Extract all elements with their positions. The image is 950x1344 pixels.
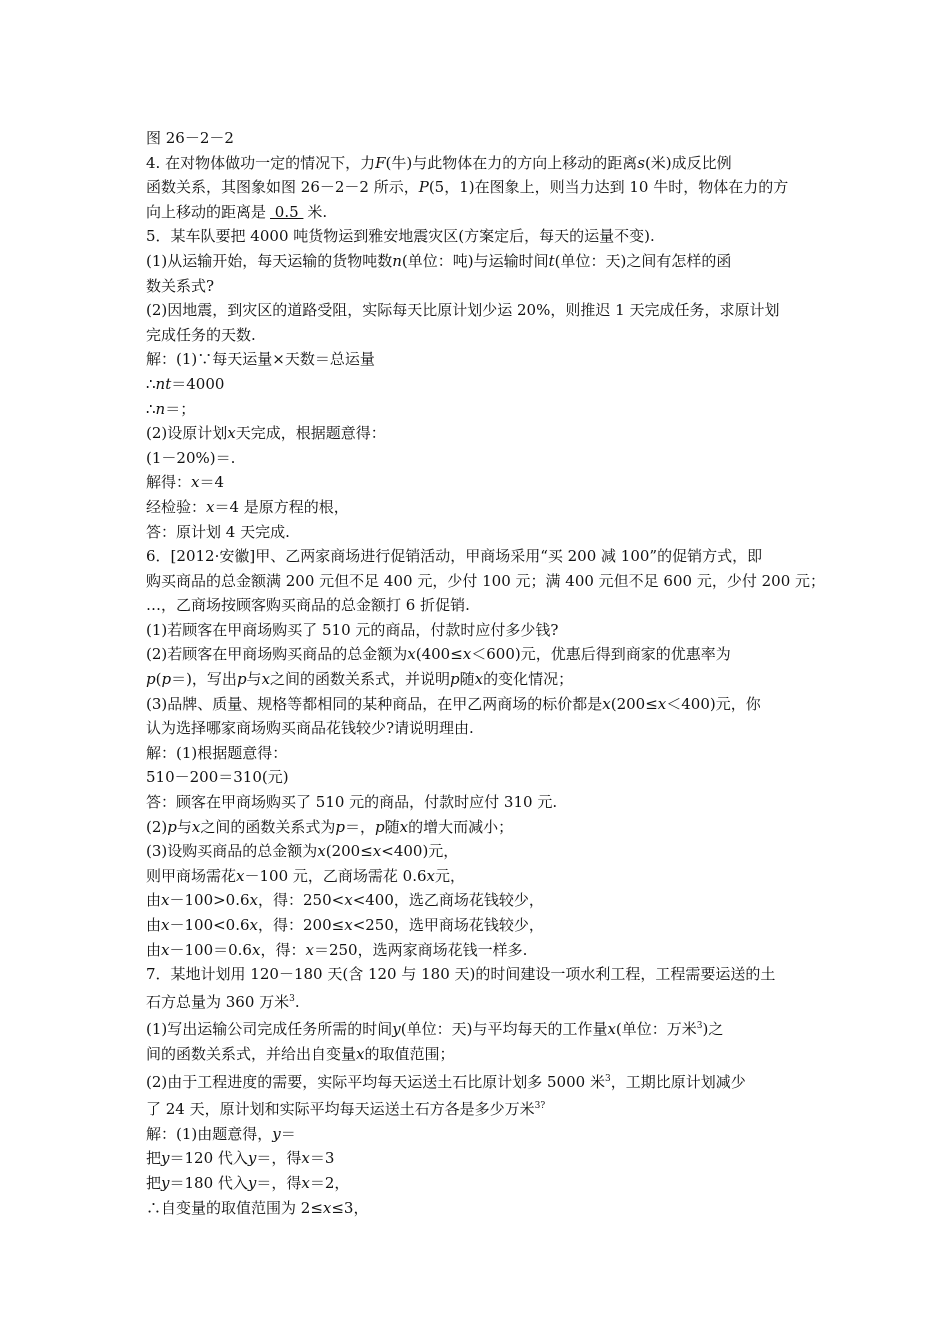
math-variable: x <box>317 842 326 861</box>
document-body <box>146 126 826 1220</box>
text-run: ＝4000 <box>171 374 225 393</box>
math-variable: x <box>322 1198 332 1217</box>
text-run: 之间的函数关系式，并说明 <box>270 670 451 689</box>
math-variable: y <box>392 1020 401 1039</box>
text-line <box>146 397 810 422</box>
math-variable: x <box>261 670 271 689</box>
text-line <box>146 1094 810 1122</box>
math-variable: x <box>305 940 314 959</box>
text-line <box>146 200 810 225</box>
text-run: 随 <box>459 670 475 689</box>
text-run: －100＝0.6 <box>169 940 252 959</box>
math-variable: y <box>161 1149 170 1168</box>
math-variable: x <box>301 1149 310 1168</box>
text-run: 与 <box>246 670 262 689</box>
text-run: (1)若顾客在甲商场购买了 510 元的商品，付款时应付多少钱? <box>146 620 559 639</box>
text-run: <400)元， <box>381 842 459 861</box>
text-run: ＝，得 <box>256 1149 302 1168</box>
text-run: ∴ <box>146 374 156 393</box>
text-run: (5，1)在图象上，则当力达到 10 牛时，物体在力的方 <box>428 178 789 197</box>
math-variable: x <box>356 1044 365 1063</box>
text-run: 由 <box>146 916 162 934</box>
text-line <box>146 495 810 520</box>
math-variable: x <box>236 866 245 885</box>
text-run: 间的函数关系式，并给出自变量 <box>146 1044 357 1063</box>
text-run: (米)成反比例 <box>644 153 732 172</box>
text-run: )之 <box>702 1020 724 1039</box>
math-variable: s <box>637 153 645 172</box>
math-variable: x <box>161 891 170 910</box>
text-line <box>146 593 810 618</box>
math-variable: p <box>161 670 172 689</box>
math-variable: x <box>206 497 215 516</box>
text-run: (1)从运输开始，每天运输的货物吨数 <box>146 251 393 270</box>
math-variable: x <box>462 645 472 664</box>
text-run: (单位：天)之间有怎样的函 <box>554 251 732 270</box>
text-run: 随 <box>384 817 400 836</box>
text-run: 数关系式? <box>146 276 215 295</box>
text-run: 5．某车队要把 4000 吨货物运到雅安地震灾区(方案定后，每天的运量不变). <box>146 227 655 246</box>
text-run: ，得：200≤ <box>258 916 345 934</box>
math-variable: p <box>374 817 385 836</box>
text-line <box>146 938 810 963</box>
text-run: 解得： <box>146 473 192 492</box>
text-run: ，得： <box>260 940 306 959</box>
text-run: －100<0.6 <box>169 916 250 934</box>
text-line <box>146 421 810 446</box>
math-variable: x <box>227 424 236 443</box>
text-run: 完成任务的天数. <box>146 325 256 344</box>
text-run: 答：原计划 4 天完成. <box>146 522 290 541</box>
text-run: 由 <box>146 940 162 959</box>
text-run: 的增大而减小； <box>408 817 514 836</box>
text-run: (单位：万米 <box>615 1020 697 1039</box>
text-run: (2)由于工程进度的需要，实际平均每天运送土石比原计划多 5000 米 <box>146 1072 605 1091</box>
text-line <box>146 470 810 495</box>
text-run: 的变化情况； <box>483 670 574 689</box>
text-run: 与 <box>176 817 192 836</box>
text-run: (200≤ <box>610 694 658 713</box>
text-run: ∴ <box>146 399 156 418</box>
text-line <box>146 298 810 323</box>
text-line <box>146 618 810 643</box>
math-variable: p <box>146 670 156 689</box>
text-line <box>146 323 810 348</box>
math-variable: x <box>607 1020 616 1039</box>
text-line <box>146 249 810 274</box>
text-run: 认为选择哪家商场购买商品花钱较少?请说明理由. <box>146 719 474 738</box>
text-run: 解：(1)根据题意得： <box>146 743 288 762</box>
text-line <box>146 1171 810 1196</box>
text-line <box>146 1042 810 1067</box>
text-run: 6．[2012·安徽]甲、乙两家商场进行促销活动，甲商场采用“买 200 减 100”的促销方式，即 <box>146 547 763 566</box>
math-variable: n <box>392 251 402 270</box>
math-variable: y <box>247 1173 257 1192</box>
math-variable: x <box>191 817 201 836</box>
text-line <box>146 864 810 889</box>
text-run: (2)若顾客在甲商场购买商品的总金额为 <box>146 645 408 664</box>
math-variable: x <box>301 1173 310 1192</box>
text-run: ＝4 <box>199 473 225 492</box>
math-variable: x <box>191 473 200 492</box>
math-variable: x <box>602 694 611 713</box>
text-run: …，乙商场按顾客购买商品的总金额打 6 折促销. <box>146 596 470 615</box>
text-run: ＝)，写出 <box>171 670 237 689</box>
text-run: ＝180 代入 <box>169 1173 248 1192</box>
text-run: (3)设购买商品的总金额为 <box>146 842 318 861</box>
text-line <box>146 642 810 667</box>
math-variable: x <box>344 891 353 910</box>
text-line <box>146 913 810 938</box>
text-line <box>146 987 810 1015</box>
text-run: 510－200＝310(元) <box>146 768 289 787</box>
math-variable: y <box>272 1124 281 1143</box>
text-run: 的取值范围； <box>364 1044 455 1063</box>
text-run: ＝3 <box>309 1149 335 1168</box>
superscript: 3? <box>534 1101 546 1112</box>
text-line <box>146 1067 810 1095</box>
text-line <box>146 667 810 692</box>
math-variable: x <box>161 940 170 959</box>
text-line <box>146 151 810 176</box>
text-run: . <box>294 992 300 1011</box>
text-line <box>146 1196 810 1221</box>
text-run: ≤3， <box>331 1198 369 1217</box>
math-variable: P <box>418 178 429 197</box>
text-run: (牛)与此物体在力的方向上移动的距离 <box>385 153 638 172</box>
math-variable: x <box>407 645 416 664</box>
text-line <box>146 716 810 741</box>
math-variable: x <box>657 694 667 713</box>
math-variable: x <box>344 916 353 934</box>
text-line <box>146 692 810 717</box>
text-line <box>146 839 810 864</box>
text-run: 由 <box>146 891 162 910</box>
text-run: ＝250，选两家商场花钱一样多. <box>313 940 528 959</box>
text-run: (2)设原计划 <box>146 424 228 443</box>
text-run: ＝ <box>280 1124 296 1143</box>
text-run: ∴自变量的取值范围为 2≤ <box>146 1198 323 1217</box>
text-run: 经检验： <box>146 497 207 516</box>
text-line <box>146 520 810 545</box>
text-line <box>146 569 826 594</box>
text-run: －100 元，乙商场需花 0.6 <box>244 866 427 885</box>
text-run: 答：顾客在甲商场购买了 510 元的商品，付款时应付 310 元. <box>146 793 558 812</box>
text-run: 把 <box>146 1149 162 1168</box>
text-run: －100>0.6 <box>169 891 250 910</box>
math-variable: x <box>249 916 259 934</box>
text-run: (3)品牌、质量、规格等都相同的某种商品，在甲乙两商场的标价都是 <box>146 694 603 713</box>
math-variable: y <box>161 1173 170 1192</box>
math-variable: p <box>236 670 247 689</box>
text-run: 则甲商场需花 <box>146 866 237 885</box>
text-run: 函数关系，其图象如图 26－2－2 所示， <box>146 178 419 197</box>
math-variable: t <box>548 251 555 270</box>
text-run: 把 <box>146 1173 162 1192</box>
superscript: 3 <box>289 993 295 1004</box>
math-variable: n <box>155 399 166 418</box>
text-run: 购买商品的总金额满 200 元但不足 400 元，少付 100 元；满 400 元但不足 600 元，少付 200 元； <box>146 571 826 590</box>
math-variable: x <box>399 817 409 836</box>
text-line <box>146 347 810 372</box>
text-run: (1－20%)＝. <box>146 448 236 467</box>
text-run: <250，选甲商场花钱较少， <box>352 916 544 934</box>
text-line <box>146 741 810 766</box>
text-run: (单位：吨)与运输时间 <box>401 251 549 270</box>
text-run: ＜600)元，优惠后得到商家的优惠率为 <box>471 645 731 664</box>
text-run: (200≤ <box>325 842 373 861</box>
text-run: ＝， <box>344 817 375 836</box>
text-run: 元， <box>434 866 465 885</box>
text-line <box>146 790 810 815</box>
text-line <box>146 372 810 397</box>
text-run: 图 26－2－2 <box>146 129 234 147</box>
math-variable: p <box>335 817 345 836</box>
math-variable: x <box>426 866 435 885</box>
text-run: (2) <box>146 817 168 836</box>
superscript: 3 <box>604 1073 611 1084</box>
text-run: 解：(1)∵每天运量×天数＝总运量 <box>146 350 375 369</box>
math-variable: p <box>450 670 460 689</box>
text-line <box>146 126 810 151</box>
superscript: 3 <box>696 1021 703 1032</box>
text-run: (单位：天)与平均每天的工作量 <box>400 1020 608 1039</box>
text-run: ＝4 是原方程的根， <box>214 497 349 516</box>
text-line <box>146 446 810 471</box>
text-line <box>146 274 810 299</box>
math-variable: x <box>251 940 261 959</box>
text-run: 天完成，根据题意得： <box>235 424 386 443</box>
text-run: 石方总量为 360 万米 <box>146 992 290 1011</box>
text-line <box>146 888 810 913</box>
text-line <box>146 765 810 790</box>
math-variable: x <box>249 891 259 910</box>
text-line <box>146 175 810 200</box>
text-run: ＜400)元，你 <box>666 694 761 713</box>
text-run: ＝2， <box>309 1173 350 1192</box>
text-line <box>146 1122 810 1147</box>
text-run: ＝120 代入 <box>169 1149 248 1168</box>
text-run: (1)写出运输公司完成任务所需的时间 <box>146 1020 393 1039</box>
text-run: (400≤ <box>415 645 463 664</box>
answer-blank: 0.5 <box>270 202 304 221</box>
text-line <box>146 224 810 249</box>
text-line <box>146 1014 810 1042</box>
text-line <box>146 1146 810 1171</box>
math-variable: p <box>167 817 177 836</box>
text-line <box>146 815 810 840</box>
math-variable: x <box>474 670 484 689</box>
text-run: <400，选乙商场花钱较少， <box>352 891 544 910</box>
text-run: 米. <box>307 202 328 221</box>
text-run: 向上移动的距离是 <box>146 202 267 221</box>
text-run: ( <box>155 670 162 689</box>
text-run: 4. 在对物体做功一定的情况下，力 <box>146 153 376 172</box>
text-run: ＝，得 <box>256 1173 302 1192</box>
math-variable: x <box>161 916 170 934</box>
text-run: 之间的函数关系式为 <box>200 817 336 836</box>
math-variable: F <box>375 153 386 172</box>
math-variable: nt <box>155 374 172 393</box>
text-run: 了 24 天，原计划和实际平均每天运送土石方各是多少万米 <box>146 1100 535 1119</box>
math-variable: y <box>247 1149 257 1168</box>
text-line <box>146 962 810 987</box>
text-run: ，工期比原计划减少 <box>610 1072 746 1091</box>
math-variable: x <box>372 842 382 861</box>
text-line <box>146 544 810 569</box>
text-run: ，得：250< <box>258 891 345 910</box>
text-run: 7．某地计划用 120－180 天(含 120 与 180 天)的时间建设一项水利工程，工程需要运送的土 <box>146 965 776 984</box>
text-run: ＝； <box>165 399 196 418</box>
text-run: 解：(1)由题意得， <box>146 1124 273 1143</box>
text-run: (2)因地震，到灾区的道路受阻，实际每天比原计划少运 20%，则推迟 1 天完成任务，求原计划 <box>146 301 780 320</box>
